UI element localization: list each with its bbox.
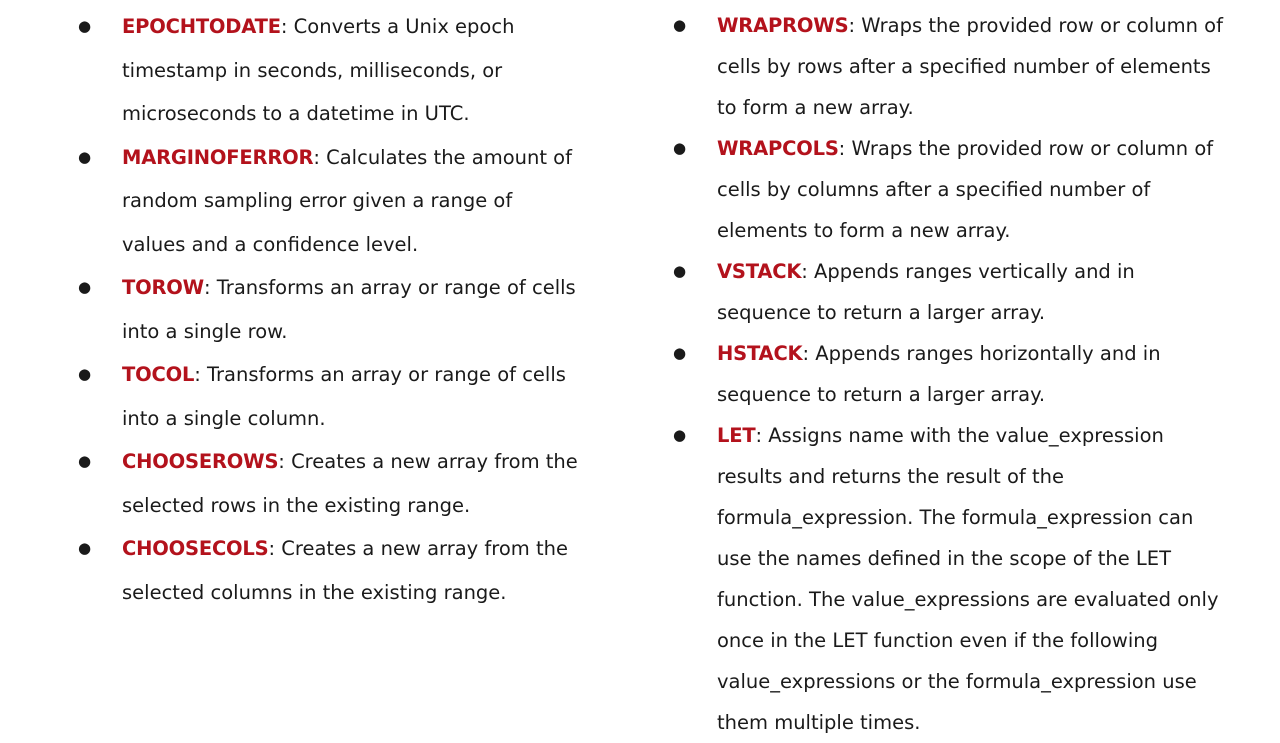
function-description: : Creates a new array from the selected columns in the existing range. xyxy=(122,537,568,604)
function-name: LET xyxy=(717,424,756,447)
list-item-hstack xyxy=(673,333,1233,415)
list-item-tocol xyxy=(78,353,578,440)
function-description: : Transforms an array or range of cells into a single row. xyxy=(122,276,576,343)
function-description: : Transforms an array or range of cells into a single column. xyxy=(122,363,566,430)
function-description: : Converts a Unix epoch timestamp in seconds, milliseconds, or microseconds to a datetime in UTC. xyxy=(122,15,515,125)
function-name: CHOOSECOLS xyxy=(122,537,269,560)
function-name: EPOCHTODATE xyxy=(122,15,281,38)
function-description: : Creates a new array from the selected rows in the existing range. xyxy=(122,450,578,517)
function-name: TOCOL xyxy=(122,363,195,386)
list-item-chooserows xyxy=(78,440,578,527)
bullet-icon: ● xyxy=(673,426,687,444)
function-description: : Appends ranges vertically and in sequence to return a larger array. xyxy=(717,260,1135,324)
list-item-marginoferror xyxy=(78,136,578,267)
function-name: MARGINOFERROR xyxy=(122,145,314,169)
function-description: : Wraps the provided row or column of cells by columns after a specified number of elements to form a new array. xyxy=(717,137,1214,242)
list-item-vstack xyxy=(673,251,1233,333)
bullet-icon: ● xyxy=(78,278,92,296)
function-description: : Assigns name with the value_expression results and returns the result of the formula_expression. The formula_expression can use the names defined in the scope of the LET function. The value_expressions are evaluated only once in the LET function even if the following value_expressions or the formula_expression use them multiple times. xyxy=(717,424,1219,734)
function-name: WRAPROWS xyxy=(717,14,849,37)
list-item-wraprows xyxy=(673,5,1233,128)
function-name: WRAPCOLS xyxy=(717,137,839,160)
bullet-icon: ● xyxy=(673,262,687,280)
bullet-icon: ● xyxy=(78,365,92,383)
function-description: : Appends ranges horizontally and in sequence to return a larger array. xyxy=(717,342,1161,406)
list-item-epochtodate xyxy=(78,5,578,136)
list-item-choosecols xyxy=(78,527,578,614)
bullet-icon: ● xyxy=(78,147,92,166)
function-list-right xyxy=(673,0,1233,743)
function-name: CHOOSEROWS xyxy=(122,450,279,473)
function-name: TOROW xyxy=(122,276,204,299)
bullet-icon: ● xyxy=(78,17,92,35)
bullet-icon: ● xyxy=(673,16,687,34)
list-item-let xyxy=(673,415,1233,743)
bullet-icon: ● xyxy=(78,452,92,470)
bullet-icon: ● xyxy=(673,139,687,157)
list-item-wrapcols xyxy=(673,128,1233,251)
function-name: VSTACK xyxy=(717,260,802,283)
function-description: : Calculates the amount of random sampling error given a range of values and a confidence level. xyxy=(122,145,572,256)
list-item-torow xyxy=(78,266,578,353)
function-description: : Wraps the provided row or column of cells by rows after a specified number of elements to form a new array. xyxy=(717,14,1223,119)
right-column xyxy=(673,0,1233,743)
function-name: HSTACK xyxy=(717,342,803,365)
left-column xyxy=(78,0,578,614)
function-list-left xyxy=(78,0,578,614)
bullet-icon: ● xyxy=(673,344,687,362)
bullet-icon: ● xyxy=(78,539,92,557)
